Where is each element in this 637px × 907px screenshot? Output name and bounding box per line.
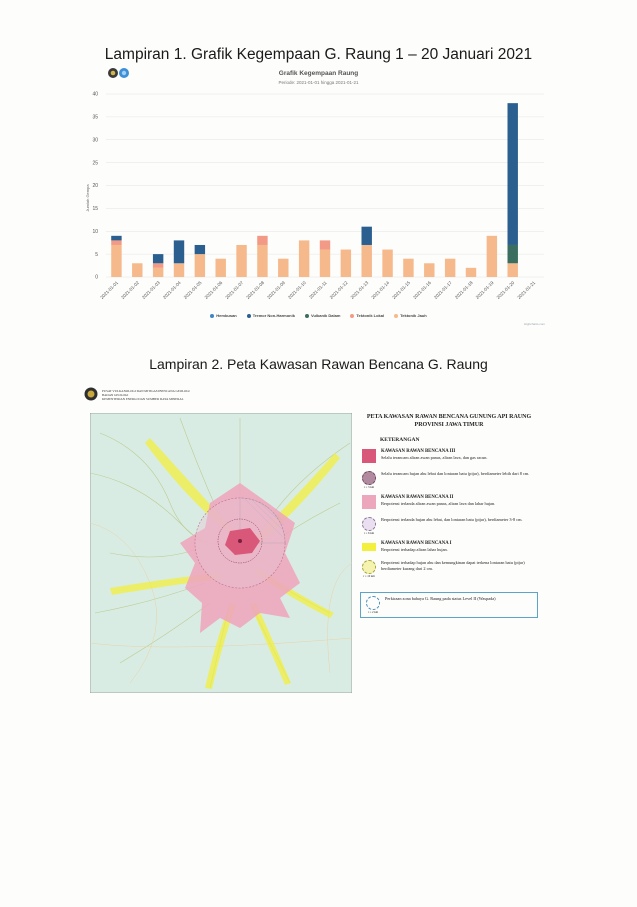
bar-segment: [299, 240, 309, 277]
bar-segment: [257, 245, 267, 277]
legend-label: Tremor Non-Harmonik: [252, 313, 295, 318]
y-tick-label: 35: [92, 114, 98, 121]
x-axis-ticks: [99, 280, 536, 300]
chart-heading: Lampiran 1. Grafik Kegempaan G. Raung 1 – 20 Januari 2021: [104, 46, 533, 63]
krb3-sub-description: Selalu terancam hujan abu lebat dan lontaran batu (pijar), berdiameter lebih dari 8 cm.: [381, 471, 530, 476]
legend-label: Tektonik Lokal: [356, 313, 385, 318]
krb3-heading: KAWASAN RAWAN BENCANA III: [381, 449, 456, 454]
map-header-line: KEMENTERIAN ENERGI DAN SUMBER DAYA MINERAL: [102, 397, 184, 401]
status-description: Perkiraan zona bahaya G. Raung pada status Level II (Waspada): [385, 596, 496, 601]
legend-label: Tektonik Jauh: [400, 313, 427, 318]
krb2-radius-icon: [362, 517, 376, 531]
status-radius-label: r = 2 km: [367, 610, 379, 614]
map-header-text: [102, 389, 190, 401]
y-axis-ticks: [92, 92, 98, 281]
chart-title: Grafik Kegempaan Raung: [278, 70, 359, 77]
krb3-entry: [360, 449, 538, 463]
x-tick-label: 2021-01-01: [99, 280, 120, 300]
map-title-line1: PETA KAWASAN RAWAN BENCANA GUNUNG API RAUNG: [366, 414, 532, 420]
krb2-radius-label: r = 6 km: [363, 531, 375, 535]
krb1-radius-icon: [362, 560, 376, 574]
y-tick-label: 20: [92, 183, 98, 190]
bar-segment: [403, 259, 413, 277]
chart-subtitle: Periode: 2021-01-01 hingga 2021-01-21: [278, 80, 359, 85]
map-title: [360, 413, 538, 429]
legend-heading: KETERANGAN: [380, 437, 420, 443]
map-legend-panel: [360, 413, 538, 618]
bar-segment: [445, 259, 455, 277]
bar-segment: [111, 240, 121, 245]
map-header-logo: [84, 387, 98, 406]
krb1-radius-label: r = 10 km: [363, 574, 375, 578]
bar-segment: [132, 263, 142, 277]
bar-segment: [216, 259, 226, 277]
legend-swatch: [247, 314, 251, 318]
y-tick-label: 0: [95, 274, 98, 281]
x-tick-label: 2021-01-14: [370, 280, 391, 300]
y-tick-label: 25: [92, 160, 98, 167]
krb2-sub-description: Berpotensi terlanda hujan abu lebat, dan lontaran batu (pijar), berdiameter 3-8 cm.: [381, 517, 523, 522]
seismic-bar-chart: [84, 88, 554, 313]
bar-segment: [153, 254, 163, 263]
legend-item[interactable]: [247, 313, 295, 318]
legend-item[interactable]: [210, 313, 236, 318]
krb1-sub-entry: [360, 560, 538, 578]
legend-item[interactable]: [394, 313, 427, 318]
x-tick-label: 2021-01-19: [474, 280, 495, 300]
x-tick-label: 2021-01-07: [224, 280, 245, 300]
x-tick-label: 2021-01-17: [433, 280, 453, 300]
krb2-description: Berpotensi terlanda aliran awan panas, aliran lava dan lahar hujan.: [381, 500, 496, 506]
bar-segment: [320, 240, 330, 249]
map-title-line2: PROVINSI JAWA TIMUR: [414, 422, 484, 428]
krb1-sub-description: Berpotensi terhadap hujan abu dan kemungkinan dapat terkena lontaran batu (pijar) berdiameter kurang dari 2 cm.: [381, 560, 525, 571]
bar-segment: [195, 254, 205, 277]
chart-bars: [111, 103, 518, 277]
legend-item[interactable]: [305, 313, 340, 318]
bar-segment: [487, 236, 497, 277]
bar-segment: [341, 250, 351, 277]
x-tick-label: 2021-01-15: [391, 280, 412, 300]
krb1-entry: [360, 541, 538, 552]
krb3-radius-label: r = 3 km: [363, 485, 375, 489]
map-header-line: PUSAT VULKANOLOGI DAN MITIGASI BENCANA GEOLOGI: [102, 389, 190, 393]
bar-segment: [174, 240, 184, 263]
hazard-map: [90, 413, 352, 693]
krb2-sub-entry: [360, 517, 538, 535]
bar-segment: [153, 263, 163, 268]
y-tick-label: 10: [92, 228, 98, 235]
chart-legend: [0, 313, 637, 318]
emblem-icon: [84, 387, 98, 401]
chart-credit: Highcharts.com: [524, 322, 545, 326]
legend-swatch: [350, 314, 354, 318]
x-tick-label: 2021-01-08: [245, 280, 266, 300]
krb2-entry: [360, 495, 538, 509]
bar-segment: [508, 245, 518, 263]
bar-segment: [508, 263, 518, 277]
x-tick-label: 2021-01-05: [182, 280, 203, 300]
legend-swatch: [210, 314, 214, 318]
status-zone-box: [360, 592, 538, 618]
y-tick-label: 40: [92, 91, 98, 98]
bar-segment: [111, 236, 121, 241]
krb3-sub-entry: [360, 471, 538, 489]
krb3-description: Selalu terancam aliran awan panas, aliran lava, dan gas racun.: [381, 454, 488, 460]
krb3-radius-icon: [362, 471, 376, 485]
x-tick-label: 2021-01-11: [308, 280, 328, 300]
x-tick-label: 2021-01-09: [266, 280, 286, 300]
legend-swatch: [305, 314, 309, 318]
legend-label: Vulkanik Dalam: [310, 313, 341, 318]
legend-label: Hembusan: [216, 313, 237, 318]
bar-segment: [174, 263, 184, 277]
x-tick-label: 2021-01-10: [287, 280, 307, 300]
bar-segment: [278, 259, 288, 277]
krb1-heading: KAWASAN RAWAN BENCANA I: [381, 541, 452, 546]
bar-segment: [382, 250, 392, 277]
krb3-swatch: [362, 449, 376, 463]
x-tick-label: 2021-01-04: [161, 280, 182, 300]
x-tick-label: 2021-01-02: [120, 280, 140, 300]
bar-segment: [362, 227, 372, 245]
krb1-swatch: [362, 543, 376, 551]
status-radius-icon: [366, 596, 380, 610]
y-axis-label: Jumlah Gempa: [85, 184, 90, 212]
bar-segment: [195, 245, 205, 254]
krb1-description: Berpotensi terhadap aliran lahar hujan.: [381, 546, 448, 552]
bar-segment: [236, 245, 246, 277]
bar-segment: [466, 268, 476, 277]
legend-item[interactable]: [350, 313, 384, 318]
x-tick-label: 2021-01-21: [516, 280, 537, 300]
y-tick-label: 15: [92, 206, 98, 213]
x-tick-label: 2021-01-03: [141, 280, 161, 300]
y-tick-label: 5: [95, 251, 98, 258]
x-tick-label: 2021-01-13: [349, 280, 370, 300]
map-heading: Lampiran 2. Peta Kawasan Rawan Bencana G. Raung: [149, 356, 488, 372]
krb2-heading: KAWASAN RAWAN BENCANA II: [381, 495, 454, 500]
krb2-swatch: [362, 495, 376, 509]
bar-segment: [111, 245, 121, 277]
bar-segment: [257, 236, 267, 245]
legend-swatch: [394, 314, 398, 318]
x-tick-label: 2021-01-12: [328, 280, 349, 300]
x-tick-label: 2021-01-16: [412, 280, 432, 300]
x-tick-label: 2021-01-20: [495, 280, 516, 300]
x-tick-label: 2021-01-06: [203, 280, 224, 300]
y-tick-label: 30: [92, 137, 98, 144]
bar-segment: [362, 245, 372, 277]
map-header-line: BADAN GEOLOGI: [102, 393, 129, 397]
x-tick-label: 2021-01-18: [453, 280, 474, 300]
bar-segment: [424, 263, 434, 277]
bar-segment: [153, 268, 163, 277]
bar-segment: [320, 250, 330, 277]
bar-segment: [508, 103, 518, 245]
